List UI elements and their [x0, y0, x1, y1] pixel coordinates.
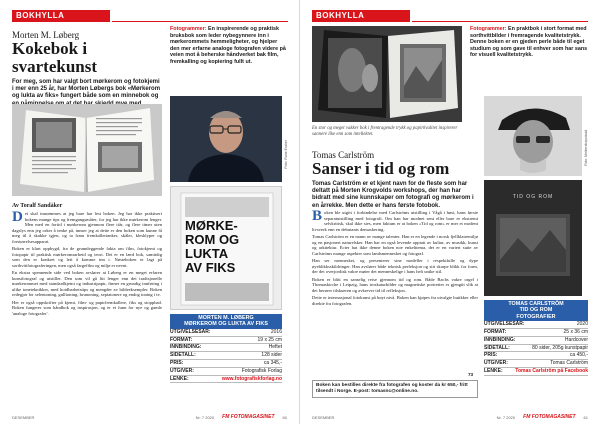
book-author: Morten M. Løberg: [12, 30, 80, 40]
spec-row: [170, 352, 282, 360]
book-spread-photo: [12, 104, 162, 196]
verdict-box: [170, 26, 288, 65]
spec-row: [170, 376, 282, 384]
spec-row: [484, 337, 588, 345]
verdict-text: En inspirerende og praktisk bruksbok som leder nybegynnere inn i mørkerommets hemmeligheter, og hjelper den mer erfarne analoge fotografen videre på veien mot å beherske håndverket bak film, fremkalling og kopiering fullt ut.: [170, 26, 286, 65]
spec-row: [484, 345, 588, 353]
photo-caption: En stor og meget vakker bok i fremragende trykk og papirkvalitet inspirerer sannere like enn som intellektet.: [312, 126, 458, 137]
spec-row: [484, 329, 588, 337]
article-title: Kokebok i svartekunst: [12, 39, 98, 76]
body-paragraph-5: Dette er internasjonal fotokunst på høyt nivå. Boken kan kjøpes fra utvalgte butikker eller direkte fra fotografen.: [312, 295, 478, 306]
article-byline: Av Toralf Sandåker: [12, 203, 63, 209]
spec-key: PRIS:: [170, 360, 184, 366]
body-paragraph: [312, 210, 478, 232]
spec-key: INNBINDING:: [170, 344, 202, 351]
article-column-left: [12, 26, 162, 115]
verdict-text: En praktbok i stort format med sorthvittbilder i fremragende kvalitetstrykk. Denne boken er en gjeden perle både til eget studium og som gave til enhver som har sans for visuell kvalitetstrykk.: [470, 26, 588, 58]
spec-row: [484, 368, 588, 376]
page-footer: [12, 414, 287, 420]
body-paragraph-4: Boken er blitt en sanselig reise gjennom tid og rom. Både Bachs vakre orgel i Thomaskirche i Leipzig, hans troskaturbilder og magnetiske portretter er gjengitt slik at det berører tilskueren og avkrever tid til refleksjon.: [312, 276, 478, 293]
spec-row: [170, 360, 282, 368]
spec-value: Hardcover: [564, 336, 588, 343]
article-title: Sanser i tid og rom: [312, 159, 450, 178]
spec-key: UTGIVER:: [170, 367, 194, 374]
footer-issue: Nr. 7 2020: [195, 414, 215, 420]
article-header: [312, 146, 512, 178]
order-notice-text: Boken kan bestilles direkte fra fotografen og koster da kr 650,- fritt tilsendt i Norge. E-post: tomasnc@online.no.: [316, 383, 468, 394]
article-lead: Tomas Carlström er et kjent navn for de fleste som har deltatt på Morten Krogvolds workshops, der han har bidratt med sine kunnskaper om fotografi og mørkerom i en årrekke. Men dette er hans første fotobok.: [312, 181, 474, 209]
magazine-logo: FM FOTOMAGASINET: [222, 414, 275, 420]
footer-month: DESEMBER: [312, 414, 335, 420]
article-body: [312, 210, 478, 306]
article-body-left: [12, 200, 162, 316]
order-notice: [312, 380, 478, 398]
body-paragraph-1: oken ble utgitt i forbindelse med Carlströms utstilling i Vågå i høst, hans første separatutstilling med fotografi. Om han har modnet sent eller bare er ekstremt selvkritisk, skal ikke sies, men faktum er at boken «Tid og rom» er mer et modent livsverk enn en debutants demaskering.: [312, 210, 478, 232]
section-rule: [412, 21, 588, 22]
spec-row: [170, 344, 282, 352]
spec-row: [484, 321, 588, 329]
verdict-box: [470, 26, 588, 59]
magazine-logo: FM FOTOMAGASINET: [523, 414, 576, 420]
book-cover-title: MØRKE- ROM OG LUKTA AV FIKS: [185, 218, 240, 275]
photo-credit: Foto: Melkerstrøpokuld: [584, 130, 588, 166]
photo-credit: Foto: Rune Eraker: [284, 140, 288, 169]
spec-key: SIDETALL:: [484, 344, 510, 351]
spec-value: 128 sider: [261, 352, 282, 359]
verdict-label: Fotogrammer:: [170, 26, 207, 32]
specs-title: MORTEN M. LØBERG MØRKEROM OG LUKTA AV FIKS: [170, 314, 282, 329]
spec-key: FORMAT:: [170, 336, 193, 343]
book-cover: [170, 186, 282, 310]
spec-key: PRIS:: [484, 352, 498, 359]
spec-key: UTGIVER:: [484, 360, 508, 367]
spec-key: INNBINDING:: [484, 336, 516, 343]
section-rule: [112, 21, 288, 22]
book-interior-photo: [312, 26, 462, 122]
spec-key: LENKE:: [484, 368, 503, 374]
specs-title: TOMAS CARLSTRÖM TID OG ROM FOTOGRAFIER: [484, 300, 588, 321]
spec-link[interactable]: www.fotografiskforlag.no: [221, 375, 282, 382]
body-paragraph-3: En ekstra spennende side ved boken avslører at Løberg er en meget erfaren kunstfotograf og utstiller. Den som vil gå litt lenger enn det tradisjonelle mørkerommet med standardkjemi og industripapir, finner en grundig innføring i ulike toneteknikker, med hoidbarhetstips og mengder av bildeeksempler. Boken redegjør for selentoning, gulltoning, brunoning, sepiatonere og endog toning i te.: [12, 270, 162, 297]
spec-key: FORMAT:: [484, 329, 507, 336]
author-portrait: [484, 96, 582, 176]
drop-cap: B: [312, 208, 323, 224]
author-portrait: [170, 96, 282, 182]
right-page: [300, 0, 600, 424]
spec-value: 2020: [576, 321, 588, 328]
footer-meta: [497, 414, 588, 420]
drop-cap: D: [12, 209, 23, 225]
book-cover: [484, 180, 582, 296]
spec-value: ca 345,-: [263, 360, 282, 366]
section-label: BOKHYLLA: [12, 10, 110, 22]
spec-value: 25 x 36 cm: [563, 329, 588, 336]
book-specs: [484, 300, 588, 376]
footer-meta: [196, 414, 287, 420]
spec-value: Tomas Carlström: [550, 360, 588, 367]
body-paragraph-2: Tomas Carlström er en mann av mange talenter. Han er en legende i norsk fjellklatremiljø og en pasjonert naturelsker. Han har en også levende opptatt av kultur, av musikk, kunst og arkitektur. Ecter hat ikke denne boken noe enkelttema, det er en variert suite av Carlströms mange aspekter som landsmennesket og fotograf.: [312, 234, 478, 256]
spec-value: ca 450,-: [569, 352, 588, 359]
spec-key: SIDETALL:: [170, 352, 196, 359]
article-lead: For meg, som har valgt bort mørkerom og fotokjemi i mer enn 25 år, har Morten Løbergs bok «Mørkerom og lukta av fiks» fungert både som en minnebok og: [12, 79, 161, 100]
spec-key: LENKE:: [170, 375, 189, 382]
spec-value: 19 x 25 cm: [257, 336, 282, 343]
page-number: 61: [583, 414, 588, 420]
spec-value: Fotografisk Forlag: [241, 367, 282, 374]
spec-value: 80 sider, 205g kunstpapir: [532, 344, 588, 351]
body-paragraph-3: Han ser menneskei, og presenterer sine modeller i respektfulle og dype øyeblikksskildringer. Han avslører både teknisk perfeksjon og sitt skarpe blikk for form, der det overjordisk vakre møter det menneskelige i hans helt unike stil.: [312, 258, 478, 274]
section-label: BOKHYLLA: [312, 10, 410, 22]
body-paragraph-2: Boken er klart oppbygd, fra de grunnleggende fakta om film, fotokjemi og fotopapir til praktisk mørkeromsarbeid og teori. Det er en lærd bok, samtidig som den er konkret og lett å komme inn i. Nøsteboken er lagt på sorthvittfotograferingen, men også fargefilm og miljø er nevnt.: [12, 246, 162, 268]
spec-row: [170, 368, 282, 376]
body-paragraph-4: Her er også oppskrifter på kjemi, film- og papirfremkallere, fiks og stoppbad. Boken fungerer som håndbok og inspirasjon, og er et funn for nye og gamle 'analoge fotografer'.: [12, 299, 162, 316]
spec-row: [170, 329, 282, 337]
spec-row: [484, 352, 588, 360]
body-paragraph-1: et skal innrømmes at jeg bare har lest boken. Jeg har ikke praktisert bokens mange tips og fremgangsmåter, for jeg har ikke mørkerom lenger. Men med en fortid i mørkerom gjennom flere tiår, og flere timer uten dagslys enn jeg orker å tenke på, innser jeg at dette er den boken som kunne få meg til å skakke igjen, og ta fram fremkallertanker, skåler, klesklyper og forstørrelsesapparat.: [12, 211, 162, 244]
body-paragraph: [12, 211, 162, 244]
page-footer: [312, 414, 588, 420]
book-author: Tomas Carlström: [312, 150, 375, 160]
spec-key: UTGIVELSESÅR:: [484, 321, 525, 328]
section-end-marker: 73: [468, 372, 474, 377]
spec-value: 2016: [270, 328, 282, 335]
spec-link[interactable]: Tomas Carlström på Facebook: [515, 368, 588, 374]
spec-row: [484, 360, 588, 368]
verdict-label: Fotogrammer:: [470, 26, 507, 32]
book-specs: [170, 314, 282, 383]
spec-value: Heftet: [268, 344, 282, 351]
specs-table: [170, 329, 282, 384]
spec-key: UTGIVELSESÅR:: [170, 328, 211, 335]
footer-month: DESEMBER: [12, 414, 35, 420]
book-cover-title: TID OG ROM: [512, 194, 554, 200]
page-number: 60: [282, 414, 287, 420]
spec-row: [170, 337, 282, 345]
footer-issue: Nr. 7 2020: [496, 414, 516, 420]
specs-table: [484, 321, 588, 376]
